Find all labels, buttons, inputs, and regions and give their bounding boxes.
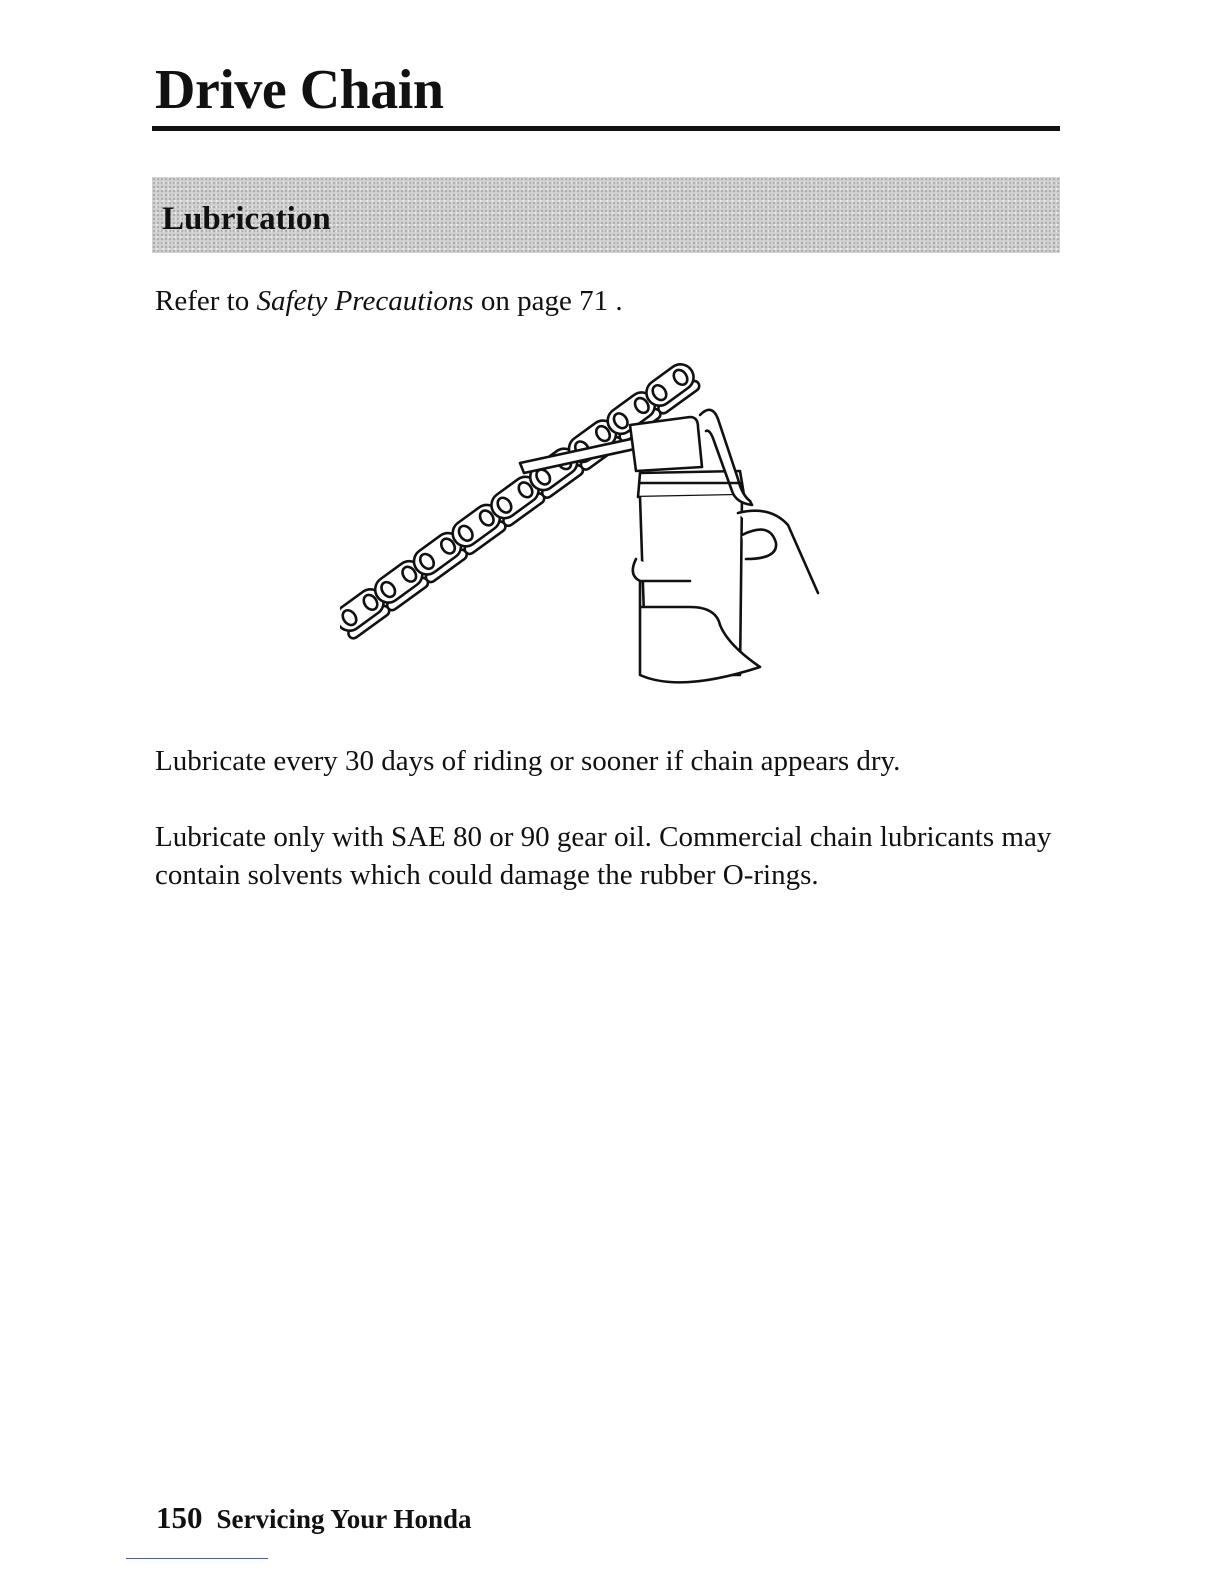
footer-section-name: Servicing Your Honda	[216, 1504, 472, 1534]
section-band	[152, 177, 1060, 253]
lubrication-interval-paragraph: Lubricate every 30 days of riding or sooner if chain appears dry.	[155, 745, 901, 777]
page-title: Drive Chain	[155, 59, 444, 121]
scan-artifact-line	[126, 1558, 268, 1559]
page-number: 150	[156, 1500, 203, 1535]
page-footer	[156, 1500, 472, 1536]
oil-type-paragraph: Lubricate only with SAE 80 or 90 gear oil. Commercial chain lubricants may contain solvents which could damage the rubber O-rings.	[155, 821, 1052, 891]
safety-precautions-link[interactable]: Safety Precautions	[256, 285, 474, 317]
refer-suffix: on page 71 .	[473, 285, 623, 317]
chain-lubrication-illustration	[340, 345, 840, 705]
refer-prefix: Refer to	[155, 285, 257, 317]
title-rule	[152, 126, 1060, 131]
refer-paragraph	[155, 282, 623, 320]
section-title: Lubrication	[162, 201, 331, 237]
